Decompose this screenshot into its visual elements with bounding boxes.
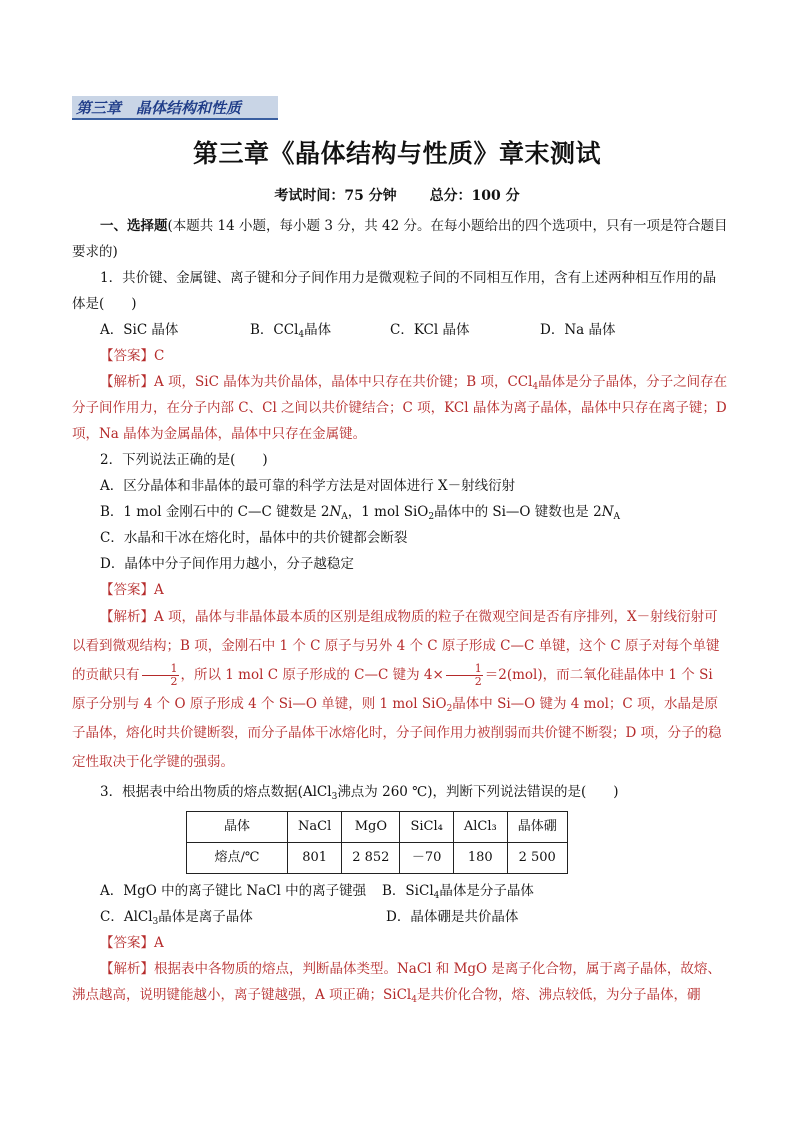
q3-option-c [100,904,386,930]
q1-option-b-suffix: 晶体 [304,322,332,338]
q1-analysis-text-2: 晶体是分子晶体，分子之间存在分子间作用力，在分子内部 C、Cl 之间以共价键结合；C 项，KCl 晶体为离子晶体，晶体中只存在离子键；D 项，Na 晶体为金属晶体，晶体中只存在金属键。 [72,374,728,442]
answer-value: A [154,582,164,598]
q2-option-b [72,499,728,525]
melting-point-table [186,811,568,874]
q3-options-row-1 [72,878,728,904]
fraction-numerator: 1 [142,663,179,676]
q2-analysis-sub: 2 [446,704,453,714]
q1-option-d: D．Na 晶体 [540,322,616,338]
q1-analysis-sub: 4 [532,382,539,392]
q2-analysis-text-2: ，所以 1 mol C 原子形成的 C—C 键为 4× [180,667,444,683]
q1-option-b [250,317,390,343]
q2-option-c: C．水晶和干冰在熔化时，晶体中的共价键都会断裂 [100,530,408,546]
fraction-one-half [142,663,179,688]
q3-option-d: D．晶体硼是共价晶体 [386,909,519,925]
table-cell: 熔点/℃ [187,843,288,874]
q2-analysis-text-4: 晶体中 Si—O 键为 4 mol；C 项，水晶是原子晶体，熔化时共价键断裂，而分子晶体干冰熔化时，分子间作用力被削弱而共价键不断裂；D 项，分子的稳定性取决于化学键的强弱。 [72,696,722,770]
q2-analysis [72,603,728,777]
q3-option-c-text: C．AlCl [100,909,153,925]
answer-label: 【答案】 [100,582,154,598]
q2-option-b-text-3: 晶体中的 Si—O 键数也是 2 [434,504,602,520]
table-cell: 2 500 [507,843,567,874]
question-2-stem: 2．下列说法正确的是( ) [100,452,268,468]
chapter-tag: 第三章 晶体结构和性质 [72,96,278,120]
table-header-row [187,812,568,843]
q2-answer [72,577,728,603]
table-cell: 180 [453,843,507,874]
table-cell: －70 [400,843,453,874]
q3-option-a: A．MgO 中的离子键比 NaCl 中的离子键强 [100,883,367,899]
q1-analysis [72,369,728,447]
q2-option-b-na: N [329,504,342,520]
table-cell: SiCl₄ [400,812,453,843]
q1-option-b-sub: 4 [298,330,305,340]
table-cell: NaCl [288,812,342,843]
analysis-label: 【解析】 [100,609,154,625]
section-title: 一、选择题 [100,218,168,234]
fraction-one-half-2 [446,663,483,688]
q2-option-b-text-1: B．1 mol 金刚石中的 C—C 键数是 2 [100,504,330,520]
q3-option-c-suffix: 晶体是离子晶体 [158,909,253,925]
q2-option-d: D．晶体中分子间作用力越小，分子越稳定 [100,556,354,572]
q3-analysis [72,956,728,1008]
question-3-stem [72,779,728,805]
answer-value: C [154,348,165,364]
section-heading [72,213,728,265]
q1-analysis-text-1: A 项，SiC 晶体为共价晶体，晶体中只存在共价键；B 项，CCl [154,374,533,390]
q3-analysis-text-2: 是共价化合物，熔、沸点较低，为分子晶体，硼 [417,987,701,1003]
q3-stem-sub: 3 [331,792,338,802]
q3-analysis-sub: 4 [411,995,417,1005]
q3-options-row-2 [72,904,728,930]
page-title: 第三章《晶体结构与性质》章末测试 [192,139,601,168]
q2-analysis-text-3: ＝2(mol)，而二氧化硅晶体中 1 个 Si 原子分别与 4 个 O 原子形成 4 个 Si—O 单键，则 1 mol SiO [72,667,713,712]
q2-analysis-text-1: A 项，晶体与非晶体最本质的区别是组成物质的粒子在微观空间是否有序排列，X－射线衍射可以看到微观结构；B 项，金刚石中 1 个 C 原子与另外 4 个 C 原子形成 C—C 单键，这个 C 原子对每个单键的贡献只有 [72,609,720,683]
q1-option-a: A．SiC 晶体 [100,322,179,338]
q1-option-b-text: B．CCl [250,322,299,338]
table-row [187,843,568,874]
total-score: 总分：100 分 [429,188,520,204]
q3-option-b-text: B．SiCl [382,883,434,899]
exam-info [0,185,794,205]
q1-answer [72,343,728,369]
q2-option-b-sub: 2 [428,512,435,522]
question-1-stem: 1．共价键、金属键、离子键和分子间作用力是微观粒子间的不同相互作用，含有上述两种相互作用的晶体是( ) [72,270,717,312]
document-body [72,213,728,1008]
q3-option-b [382,878,534,904]
fraction-denominator: 2 [170,675,178,688]
q3-stem-text-2: 沸点为 260 ℃)，判断下列说法错误的是( ) [337,784,619,800]
q2-option-a: A．区分晶体和非晶体的最可靠的科学方法是对固体进行 X－射线衍射 [100,478,516,494]
table-cell: AlCl₃ [453,812,507,843]
q3-option-c-sub: 3 [152,917,159,927]
q2-option-b-na-2: N [601,504,614,520]
q3-answer [72,930,728,956]
answer-label: 【答案】 [100,935,154,951]
analysis-label: 【解析】 [100,374,154,390]
q2-option-b-na-sub-2: A [613,512,620,522]
q3-option-b-suffix: 晶体是分子晶体 [439,883,534,899]
q3-option-b-sub: 4 [433,891,440,901]
q2-option-b-text-2: ，1 mol SiO [347,504,429,520]
answer-value: A [154,935,164,951]
fraction-denominator: 2 [474,675,482,688]
answer-label: 【答案】 [100,348,154,364]
table-cell: MgO [342,812,400,843]
q1-option-c: C．KCl 晶体 [390,322,470,338]
table-cell: 晶体硼 [507,812,567,843]
question-1-options [72,317,728,343]
exam-time: 考试时间：75 分钟 [274,188,397,204]
table-cell: 2 852 [342,843,400,874]
section-desc: (本题共 14 小题，每小题 3 分，共 42 分。在每小题给出的四个选项中，只有一项是符合题目要求的) [72,218,728,260]
q3-stem-text-1: 3．根据表中给出物质的熔点数据(AlCl [100,784,332,800]
fraction-numerator: 1 [446,663,483,676]
q2-option-b-na-sub: A [341,512,348,522]
analysis-label: 【解析】 [100,961,154,977]
q3-analysis-text-1: 根据表中各物质的熔点，判断晶体类型。NaCl 和 MgO 是离子化合物，属于离子晶体，故熔、沸点越高，说明键能越小，离子键越强，A 项正确；SiCl [72,961,721,1003]
table-cell: 801 [288,843,342,874]
table-cell: 晶体 [187,812,288,843]
